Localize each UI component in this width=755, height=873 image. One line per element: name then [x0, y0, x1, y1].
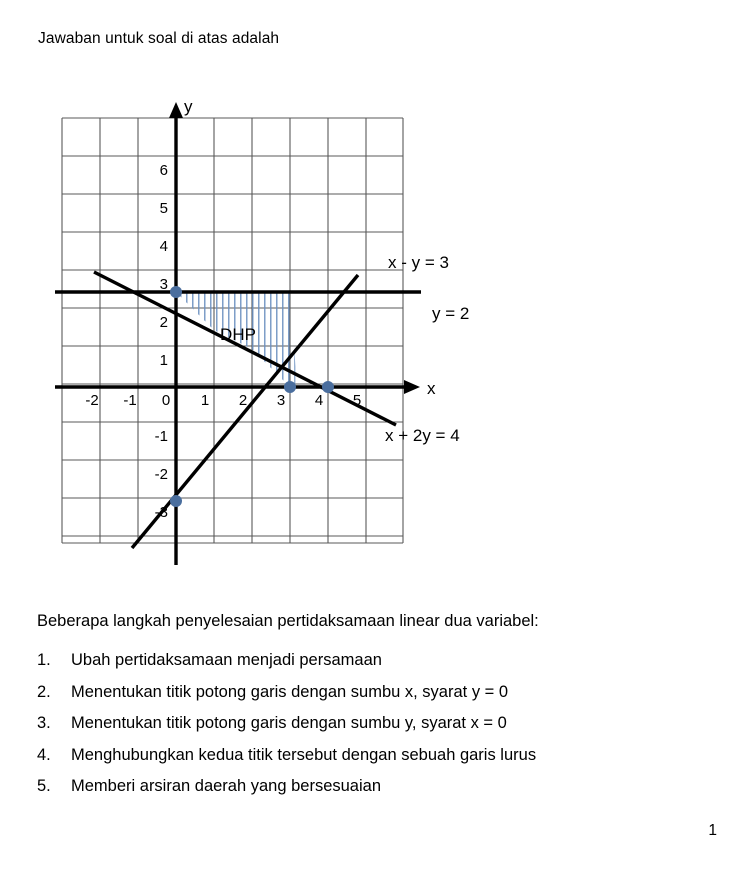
- label-x-plus-2y-equals-4: x + 2y = 4: [385, 426, 460, 445]
- list-item-text: Menentukan titik potong garis dengan sumbu y, syarat x = 0: [71, 714, 507, 732]
- list-item-number: 5.: [37, 777, 51, 795]
- list-item-number: 4.: [37, 745, 51, 764]
- svg-text:2: 2: [238, 392, 248, 409]
- label-x-minus-y-equals-3: x - y = 3: [388, 253, 449, 272]
- svg-text:5: 5: [352, 392, 362, 409]
- svg-text:1: 1: [200, 392, 210, 409]
- y-axis-label: y: [184, 97, 193, 116]
- coordinate-graph-figure: [0, 95, 520, 570]
- list-item-number: 1.: [37, 651, 51, 669]
- svg-text:-1: -1: [123, 392, 137, 409]
- list-item-number: 2.: [37, 682, 51, 701]
- label-dhp-region: DHP: [220, 325, 256, 344]
- svg-text:2: 2: [159, 314, 168, 331]
- list-item-text: Ubah pertidaksamaan menjadi persamaan: [71, 651, 382, 669]
- list-item-text: Menghubungkan kedua titik tersebut dengan sebuah garis lurus: [71, 745, 537, 764]
- marker-point-0--3: [170, 495, 182, 507]
- list-item: [37, 708, 737, 740]
- list-item-text: Menentukan titik potong garis dengan sumbu x, syarat y = 0: [71, 682, 509, 701]
- svg-text:4: 4: [159, 238, 168, 255]
- svg-text:5: 5: [159, 200, 168, 217]
- svg-text:-2: -2: [85, 392, 99, 409]
- list-item: [37, 645, 737, 677]
- svg-text:3: 3: [159, 276, 168, 293]
- list-item: [37, 740, 737, 772]
- steps-list: [37, 645, 737, 803]
- svg-text:1: 1: [159, 352, 168, 369]
- svg-text:0: 0: [161, 392, 171, 409]
- svg-text:-2: -2: [154, 466, 168, 483]
- steps-title: Beberapa langkah penyelesaian pertidaksamaan linear dua variabel:: [37, 612, 539, 630]
- list-item-text: Memberi arsiran daerah yang bersesuaian: [71, 777, 382, 795]
- svg-text:-3: -3: [154, 504, 168, 521]
- intro-text: Jawaban untuk soal di atas adalah: [38, 30, 280, 47]
- label-y-equals-2: y = 2: [432, 304, 470, 323]
- svg-text:4: 4: [314, 392, 324, 409]
- y-tick-labels: [154, 162, 171, 521]
- page-number: 1: [708, 822, 717, 839]
- marker-point-0-2: [170, 286, 182, 298]
- x-axis: [55, 380, 420, 394]
- list-item: [37, 771, 737, 803]
- x-axis-label: x: [427, 379, 436, 398]
- svg-text:-1: -1: [154, 428, 168, 445]
- x-tick-labels: [85, 392, 361, 409]
- graph-svg: [0, 95, 520, 570]
- marker-point-4-0: [322, 381, 334, 393]
- marker-point-3-0: [284, 381, 296, 393]
- list-item: [37, 677, 737, 709]
- list-item-number: 3.: [37, 714, 51, 732]
- svg-text:6: 6: [159, 162, 168, 179]
- svg-text:3: 3: [276, 392, 286, 409]
